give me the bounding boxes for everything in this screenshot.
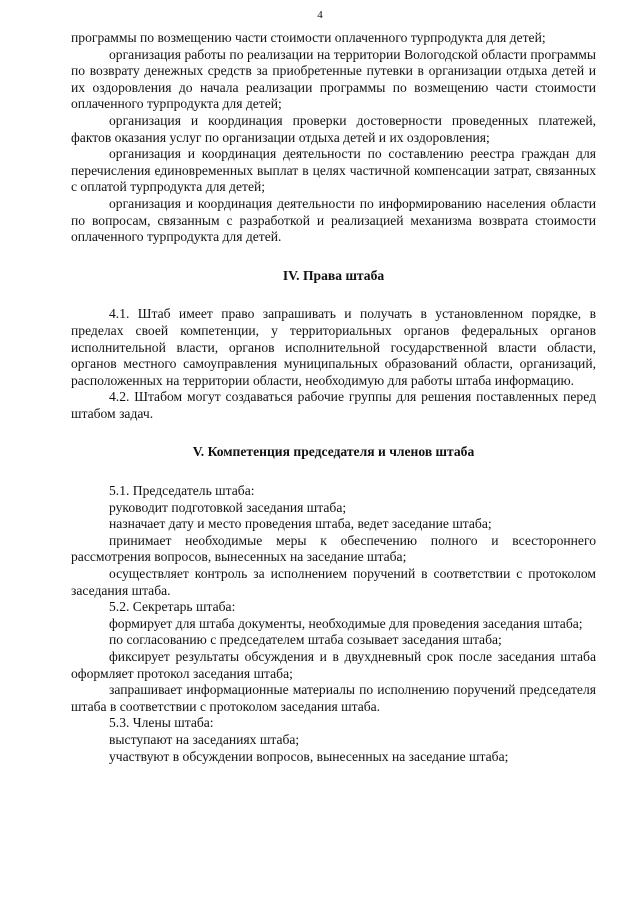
paragraph: организация и координация проверки достоверности проведенных платежей, фактов оказания услуг по организации отдыха детей и их оздоровления;: [71, 112, 596, 145]
paragraph: осуществляет контроль за исполнением поручений в соответствии с протоколом заседания штаба.: [71, 566, 596, 598]
paragraph: организация и координация деятельности по составлению реестра граждан для перечисления единовременных выплат в целях частичной компенсации затрат, связанных с оплатой турпродукта для детей;: [71, 146, 596, 195]
intro-list: [71, 30, 596, 246]
paragraph: 4.2. Штабом могут создаваться рабочие группы для решения поставленных перед штабом задач.: [71, 389, 596, 421]
paragraph: фиксирует результаты обсуждения и в двухдневный срок после заседания штаба оформляет протокол заседания штаба;: [71, 649, 596, 681]
paragraph: организация и координация деятельности по информированию населения области по вопросам, связанным с разработкой и реализацией механизма возврата стоимости оплаченного турпродукта для детей.: [71, 195, 596, 245]
paragraph: запрашивает информационные материалы по исполнению поручений председателя штаба в соответствии с протоколом заседания штаба.: [71, 682, 596, 714]
paragraph: программы по возмещению части стоимости оплаченного турпродукта для детей;: [71, 30, 546, 45]
section-heading-rights: IV. Права штаба: [282, 267, 385, 283]
paragraph: 4.1. Штаб имеет право запрашивать и получать в установленном порядке, в пределах своей компетенции, у территориальных органов федеральных органов исполнительной власти, органов исполнительной государственной власти области, органов местного самоуправления муниципальных образований области, организаций, расположенных на территории области, необходимую для работы штаба информацию.: [71, 306, 596, 388]
section-rights: [71, 306, 596, 422]
paragraph: выступают на заседаниях штаба;: [109, 731, 300, 747]
paragraph: 5.3. Члены штаба:: [109, 715, 214, 731]
section-heading-competence: V. Компетенция председателя и членов штаба: [192, 444, 475, 460]
section-competence: [71, 483, 596, 765]
paragraph: руководит подготовкой заседания штаба;: [109, 499, 347, 515]
page-number: 4: [317, 9, 323, 21]
paragraph: назначает дату и место проведения штаба, ведет заседание штаба;: [109, 516, 492, 532]
paragraph: формирует для штаба документы, необходимые для проведения заседания штаба;: [109, 615, 583, 631]
paragraph: участвуют в обсуждении вопросов, вынесенных на заседание штаба;: [109, 748, 509, 764]
paragraph: 5.2. Секретарь штаба:: [109, 599, 236, 615]
paragraph: 5.1. Председатель штаба:: [109, 483, 255, 499]
paragraph: организация работы по реализации на территории Вологодской области программы по возврату денежных средств за приобретенные путевки в организации отдыха детей и их оздоровления до начала реализации программы по возмещению части стоимости оплаченного турпродукта для детей;: [71, 46, 596, 112]
paragraph: принимает необходимые меры к обеспечению полного и всестороннего рассмотрения вопросов, вынесенных на заседание штаба;: [71, 532, 596, 565]
paragraph: по согласованию с председателем штаба созывает заседания штаба;: [109, 632, 502, 648]
